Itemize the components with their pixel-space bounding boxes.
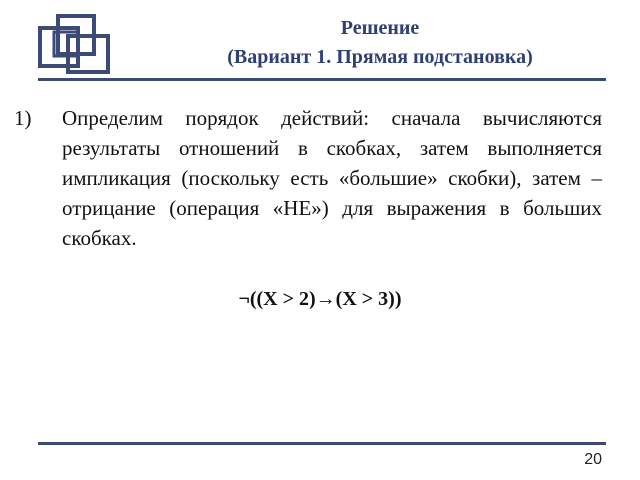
list-item-number: 1) — [14, 106, 32, 130]
list-item-text: Определим порядок действий: сначала вычисляются результаты отношений в скобках, затем выполняется импликация (поскольку есть «большие» скобки), затем – отрицание (операция «НЕ») для выражения в больших скобках. — [62, 106, 602, 250]
slide-title: Решение — [340, 17, 420, 39]
overlapping-squares-logo-icon — [38, 14, 112, 76]
slide-subtitle: (Вариант 1. Прямая подстановка) — [227, 46, 533, 68]
bottom-divider — [38, 442, 606, 445]
top-divider — [38, 78, 606, 81]
formula-text: ¬((X > 2)→(X > 3)) — [238, 288, 402, 310]
formula — [0, 286, 640, 312]
page-number: 20 — [584, 451, 602, 468]
list-item — [14, 103, 602, 253]
